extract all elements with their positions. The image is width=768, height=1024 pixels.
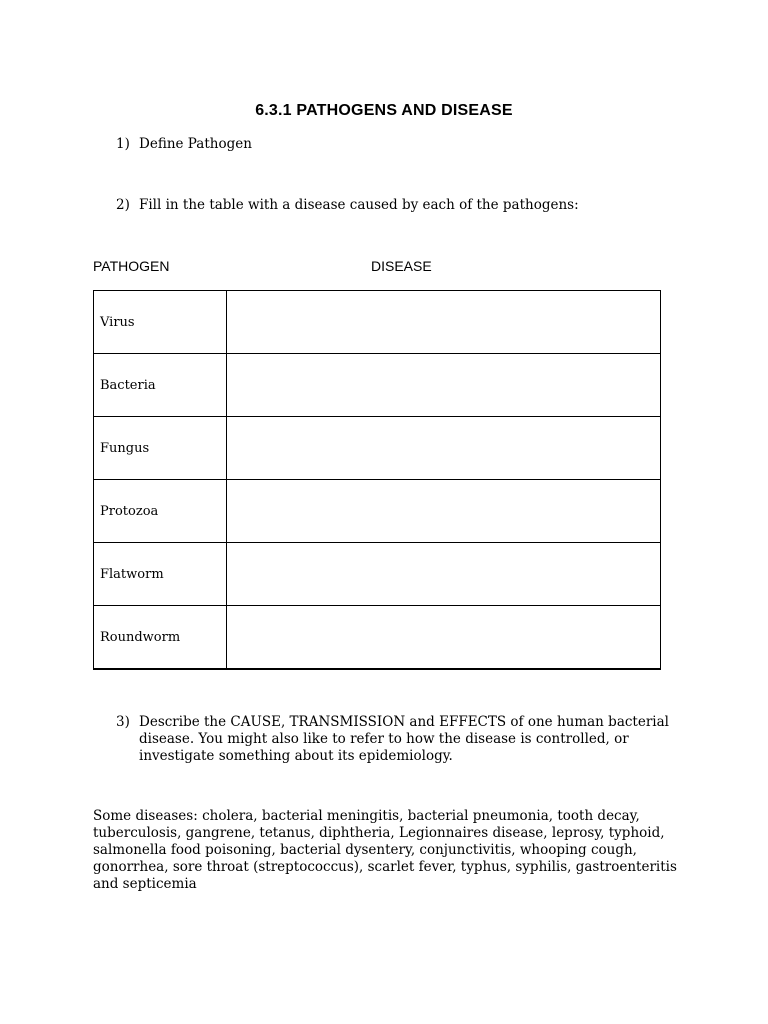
disease-column-header: DISEASE: [371, 258, 432, 274]
page-title: 6.3.1 PATHOGENS AND DISEASE: [255, 102, 513, 119]
table-row: [94, 291, 661, 354]
table-row: [94, 606, 661, 670]
pathogen-cell: Fungus: [94, 417, 227, 480]
question-number: 1): [116, 136, 130, 152]
pathogen-cell: Virus: [94, 291, 227, 354]
question-text: Fill in the table with a disease caused by each of the pathogens:: [139, 197, 579, 213]
disease-answer-cell[interactable]: [227, 417, 661, 480]
pathogen-cell: Flatworm: [94, 543, 227, 606]
table-row: [94, 354, 661, 417]
question-number: 2): [116, 197, 130, 213]
pathogen-column-header: PATHOGEN: [93, 258, 170, 274]
pathogen-cell: Protozoa: [94, 480, 227, 543]
question-2: [116, 197, 579, 214]
pathogen-cell: Roundworm: [94, 606, 227, 670]
disease-answer-cell[interactable]: [227, 606, 661, 670]
table-row: [94, 417, 661, 480]
question-number: 3): [116, 714, 130, 730]
question-1: [116, 136, 252, 153]
disease-answer-cell[interactable]: [227, 543, 661, 606]
disease-list-paragraph: Some diseases: cholera, bacterial meningitis, bacterial pneumonia, tooth decay, tuberculosis, gangrene, tetanus, diphtheria, Legionnaires disease, leprosy, typhoid, salmonella food poisoning, bacterial dysentery, conjunctivitis, whooping cough, gonorrhea, sore throat (streptococcus), scarlet fever, typhus, syphilis, gastroenteritis and septicemia: [93, 808, 677, 892]
question-3: [116, 714, 676, 765]
disease-answer-cell[interactable]: [227, 480, 661, 543]
disease-answer-cell[interactable]: [227, 291, 661, 354]
pathogen-disease-table: [93, 290, 661, 670]
pathogen-cell: Bacteria: [94, 354, 227, 417]
table-row: [94, 480, 661, 543]
question-text: Define Pathogen: [139, 136, 252, 152]
disease-answer-cell[interactable]: [227, 354, 661, 417]
table-row: [94, 543, 661, 606]
question-text: Describe the CAUSE, TRANSMISSION and EFFECTS of one human bacterial disease. You might also like to refer to how the disease is controlled, or investigate something about its epidemiology.: [139, 714, 669, 764]
